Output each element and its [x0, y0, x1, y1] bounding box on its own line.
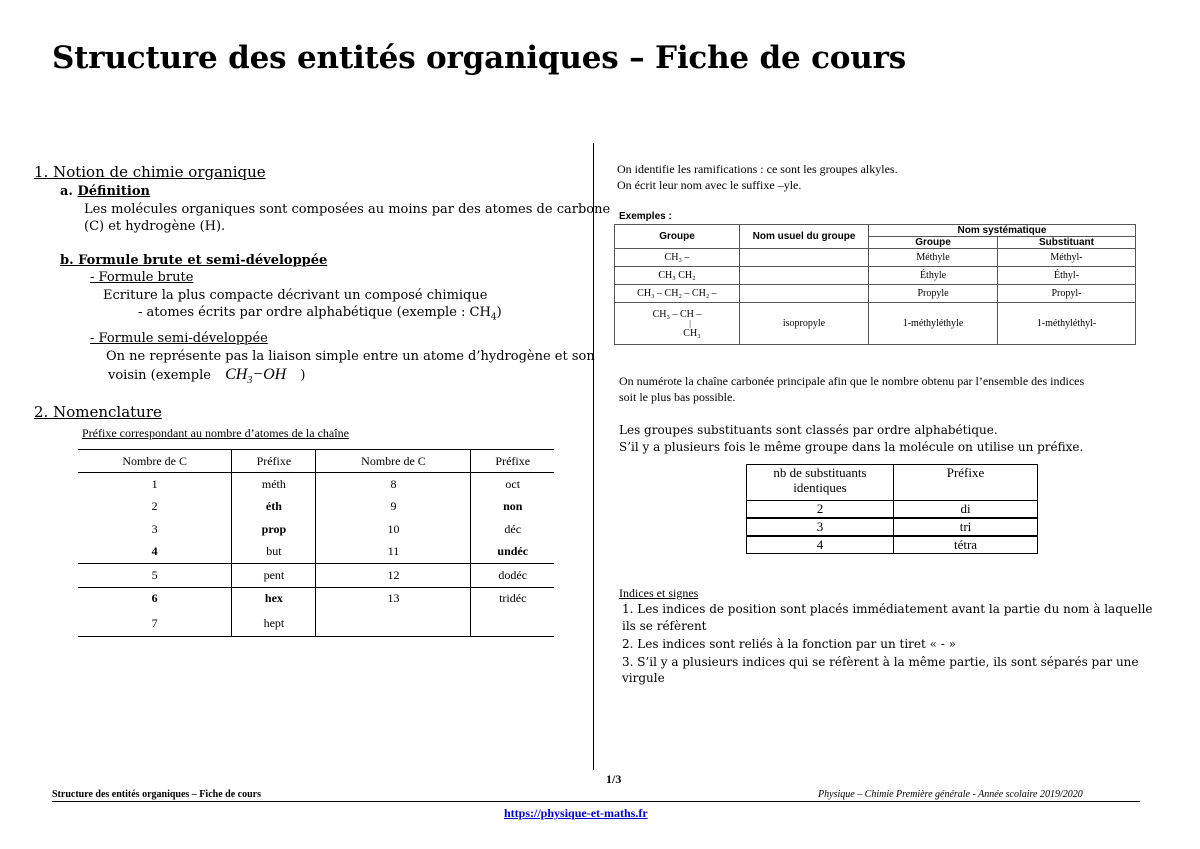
- alphabetical-text: Les groupes substituants sont classés par ordre alphabétique.: [619, 423, 998, 437]
- page-title: Structure des entités organiques – Fiche de cours: [52, 40, 906, 76]
- alkyl-examples-table: [614, 224, 1136, 345]
- definition-text-2: (C) et hydrogène (H).: [84, 219, 226, 234]
- table-row: CH₃ CH₂ Éthyle Éthyl-: [615, 267, 1136, 285]
- col-substituant: Substituant: [998, 237, 1136, 249]
- table-row: CH₃ – CH – | CH₃ isopropyle 1-méthyléthyle 1-méthyléthyl-: [615, 303, 1136, 345]
- examples-label: Exemples :: [619, 211, 672, 222]
- definition-heading: [60, 183, 150, 200]
- ramifications-text-1: On identifie les ramifications : ce sont les groupes alkyles.: [617, 162, 898, 176]
- formule-semi-label: - Formule semi-développée: [90, 331, 268, 346]
- numbering-text-1: On numérote la chaîne carbonée principale afin que le nombre obtenu par l’ensemble des indices: [619, 374, 1085, 388]
- footer-course: Physique – Chimie Première générale - Année scolaire 2019/2020: [818, 789, 1083, 800]
- section-1-heading: 1. Notion de chimie organique: [34, 163, 266, 181]
- indices-heading: Indices et signes: [619, 586, 699, 600]
- indices-rule-1b: ils se réfèrent: [622, 619, 707, 633]
- page-number: 1/3: [606, 772, 622, 786]
- col-sys-groupe: Groupe: [869, 237, 998, 249]
- definition-title: Définition: [77, 184, 150, 199]
- formule-semi-text-1: On ne représente pas la liaison simple entre un atome d’hydrogène et son: [106, 349, 595, 364]
- table-row: CH₃ – CH₂ – CH₂ – Propyle Propyl-: [615, 285, 1136, 303]
- col-groupe: Groupe: [615, 225, 740, 249]
- definition-prefix: a.: [60, 184, 73, 199]
- substituent-prefix-table: [746, 464, 1038, 554]
- table-row: 2 di: [747, 501, 1038, 519]
- table-row: 7 hept: [78, 610, 554, 637]
- indices-rule-1a: 1. Les indices de position sont placés immédiatement avant la partie du nom à laquelle: [622, 602, 1153, 616]
- table-row: 2 éth 9 non: [78, 496, 554, 519]
- indices-rule-3b: virgule: [622, 671, 665, 685]
- numbering-text-2: soit le plus bas possible.: [619, 390, 736, 404]
- formule-semi-text-2: voisin (exemple $CH_3-OH$ ): [108, 366, 306, 387]
- table-row: 3 tri: [747, 518, 1038, 536]
- isopropyl-formula-line2: CH₃: [683, 327, 701, 339]
- column-divider: [593, 143, 594, 770]
- col-usuel: Nom usuel du groupe: [740, 225, 869, 249]
- indices-rule-3a: 3. S’il y a plusieurs indices qui se réfèrent à la même partie, ils sont séparés par une: [622, 655, 1139, 669]
- formula-heading: b. Formule brute et semi-développée: [60, 253, 328, 268]
- prefix-table: [78, 449, 554, 637]
- prefix-table-caption: Préfixe correspondant au nombre d’atomes de la chaîne: [82, 426, 349, 440]
- prefix-table-header: Nombre de C: [316, 450, 471, 473]
- prefix-table-header: Préfixe: [232, 450, 316, 473]
- formula-ch3oh: $CH_3-OH$: [225, 366, 287, 387]
- definition-text-1: Les molécules organiques sont composées au moins par des atomes de carbone: [84, 202, 611, 217]
- footer-title: Structure des entités organiques – Fiche de cours: [52, 789, 261, 800]
- formule-brute-text: Ecriture la plus compacte décrivant un composé chimique: [103, 288, 488, 303]
- formule-brute-label: - Formule brute: [90, 270, 194, 285]
- table-row: CH₃ – Méthyle Méthyl-: [615, 249, 1136, 267]
- footer-rule: [52, 801, 1140, 802]
- col-systematique: Nom systématique: [869, 225, 1136, 237]
- site-link[interactable]: https://physique-et-maths.fr: [504, 806, 648, 820]
- prefix-table-header: Préfixe: [471, 450, 554, 473]
- indices-rule-2: 2. Les indices sont reliés à la fonction par un tiret « - »: [622, 637, 957, 651]
- table-row: 4 but 11 undéc: [78, 541, 554, 564]
- table-row: 1 méth 8 oct: [78, 473, 554, 496]
- col-nb-substituants: nb de substituants identiques: [747, 465, 894, 501]
- prefix-table-header: Nombre de C: [78, 450, 232, 473]
- section-2-heading: 2. Nomenclature: [34, 403, 162, 421]
- table-row: 5 pent 12 dodéc: [78, 564, 554, 588]
- table-row: 6 hex 13 tridéc: [78, 587, 554, 610]
- isopropyl-formula-line1: CH₃ – CH –: [652, 308, 702, 320]
- branch-bond: |: [689, 318, 691, 328]
- table-row: 3 prop 10 déc: [78, 518, 554, 541]
- col-prefixe: Préfixe: [894, 465, 1038, 501]
- multiple-groups-text: S’il y a plusieurs fois le même groupe dans la molécule on utilise un préfixe.: [619, 440, 1084, 454]
- table-row: 4 tétra: [747, 536, 1038, 554]
- ramifications-text-2: On écrit leur nom avec le suffixe –yle.: [617, 178, 802, 192]
- formule-brute-sub: - atomes écrits par ordre alphabétique (exemple : $CH_4$): [138, 305, 502, 323]
